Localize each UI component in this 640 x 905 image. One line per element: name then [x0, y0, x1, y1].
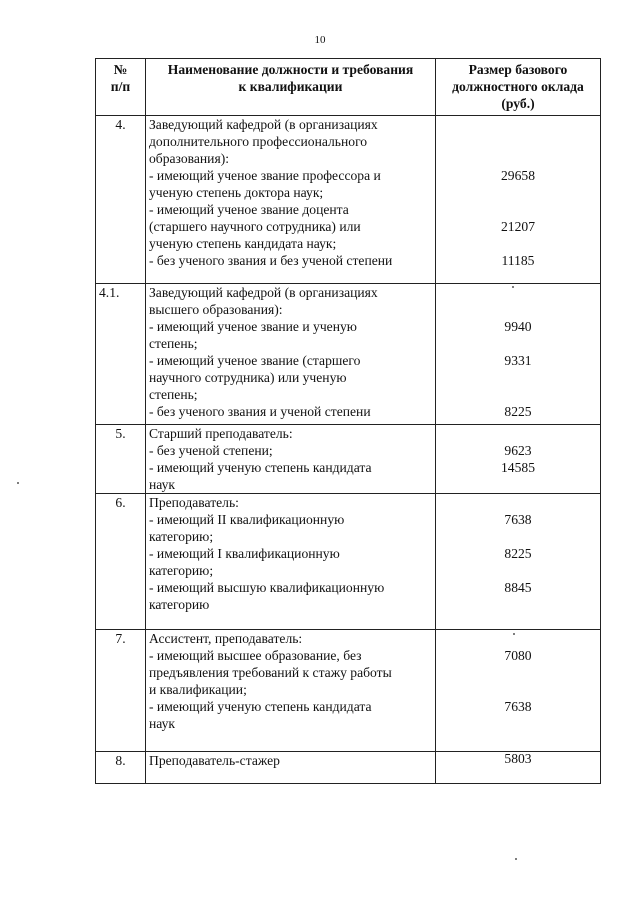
header-salary-line: должностного оклада	[452, 79, 584, 94]
position-line: - без ученой степени;	[149, 443, 273, 458]
salary-value: 7638	[504, 512, 532, 527]
salary-value: 29658	[501, 168, 535, 183]
position-line: высшего образования):	[149, 302, 283, 317]
salary-cell	[436, 284, 601, 425]
header-number	[96, 59, 146, 116]
salary-cell	[436, 752, 601, 784]
row-number: 6.	[96, 494, 146, 630]
position-cell	[146, 494, 436, 630]
salary-cell	[436, 494, 601, 630]
header-salary-line: (руб.)	[501, 96, 535, 111]
position-line: - имеющий ученое звание и ученую	[149, 319, 357, 334]
position-line: предъявления требований к стажу работы	[149, 665, 392, 680]
header-position-line: Наименование должности и требования	[167, 62, 414, 77]
position-line: - имеющий ученое звание доцента	[149, 202, 349, 217]
table-row	[96, 116, 601, 284]
position-line: наук	[149, 716, 176, 731]
position-line: Старший преподаватель:	[149, 426, 293, 441]
salary-value: 5803	[504, 751, 532, 766]
position-line: - имеющий ученое звание (старшего	[149, 353, 361, 368]
position-line: - имеющий ученую степень кандидата	[149, 699, 372, 714]
position-line: категорию	[149, 597, 210, 612]
position-cell	[146, 116, 436, 284]
position-line: Заведующий кафедрой (в организациях	[149, 117, 378, 132]
salary-value: 8225	[504, 404, 532, 419]
position-line: (старшего научного сотрудника) или	[149, 219, 361, 234]
scan-speck	[515, 858, 517, 860]
position-line: - имеющий высшее образование, без	[149, 648, 362, 663]
salary-value: 21207	[501, 219, 535, 234]
position-line: Ассистент, преподаватель:	[149, 631, 303, 646]
position-cell	[146, 630, 436, 752]
table-header-row	[96, 59, 601, 116]
position-cell	[146, 425, 436, 494]
position-line: дополнительного профессионального	[149, 134, 368, 149]
salary-table	[95, 58, 601, 784]
salary-cell	[436, 425, 601, 494]
position-line: степень;	[149, 336, 198, 351]
position-line: Заведующий кафедрой (в организациях	[149, 285, 378, 300]
position-line: образования):	[149, 151, 230, 166]
position-line: категорию;	[149, 563, 214, 578]
salary-value: 9623	[504, 443, 532, 458]
salary-value: 14585	[501, 460, 535, 475]
scan-speck	[512, 286, 514, 288]
row-number: 5.	[96, 425, 146, 494]
header-salary-line: Размер базового	[468, 62, 568, 77]
header-position	[146, 59, 436, 116]
position-line: наук	[149, 477, 176, 492]
position-line: Преподаватель:	[149, 495, 239, 510]
row-number: 7.	[96, 630, 146, 752]
salary-value: 8225	[504, 546, 532, 561]
table-row	[96, 494, 601, 630]
salary-value: 9940	[504, 319, 532, 334]
position-line: - имеющий ученое звание профессора и	[149, 168, 381, 183]
scan-speck	[17, 482, 19, 484]
salary-cell	[436, 630, 601, 752]
header-salary	[436, 59, 601, 116]
salary-value: 8845	[504, 580, 532, 595]
salary-value: 11185	[501, 253, 535, 268]
salary-cell	[436, 116, 601, 284]
position-line: Преподаватель-стажер	[149, 753, 280, 768]
position-line: научного сотрудника) или ученую	[149, 370, 347, 385]
position-line: - без ученого звания и ученой степени	[149, 404, 371, 419]
position-line: ученую степень кандидата наук;	[149, 236, 337, 251]
row-number: 8.	[96, 752, 146, 784]
position-line: - без ученого звания и без ученой степени	[149, 253, 393, 268]
table-row	[96, 752, 601, 784]
header-number-line: №	[113, 62, 128, 77]
position-line: - имеющий I квалификационную	[149, 546, 340, 561]
table-row	[96, 425, 601, 494]
table-row	[96, 630, 601, 752]
table-row	[96, 284, 601, 425]
header-number-line: п/п	[110, 79, 131, 94]
position-line: и квалификации;	[149, 682, 247, 697]
position-line: категорию;	[149, 529, 214, 544]
row-number: 4.1.	[96, 284, 146, 425]
position-line: степень;	[149, 387, 198, 402]
position-line: - имеющий II квалификационную	[149, 512, 345, 527]
salary-value: 7638	[504, 699, 532, 714]
position-line: - имеющий высшую квалификационную	[149, 580, 385, 595]
position-line: ученую степень доктора наук;	[149, 185, 324, 200]
salary-value: 9331	[504, 353, 532, 368]
salary-value: 7080	[504, 648, 532, 663]
page-number: 10	[314, 34, 326, 46]
position-line: - имеющий ученую степень кандидата	[149, 460, 372, 475]
position-cell	[146, 752, 436, 784]
position-cell	[146, 284, 436, 425]
scan-speck	[513, 633, 515, 635]
row-number: 4.	[96, 116, 146, 284]
header-position-line: к квалификации	[238, 79, 343, 94]
